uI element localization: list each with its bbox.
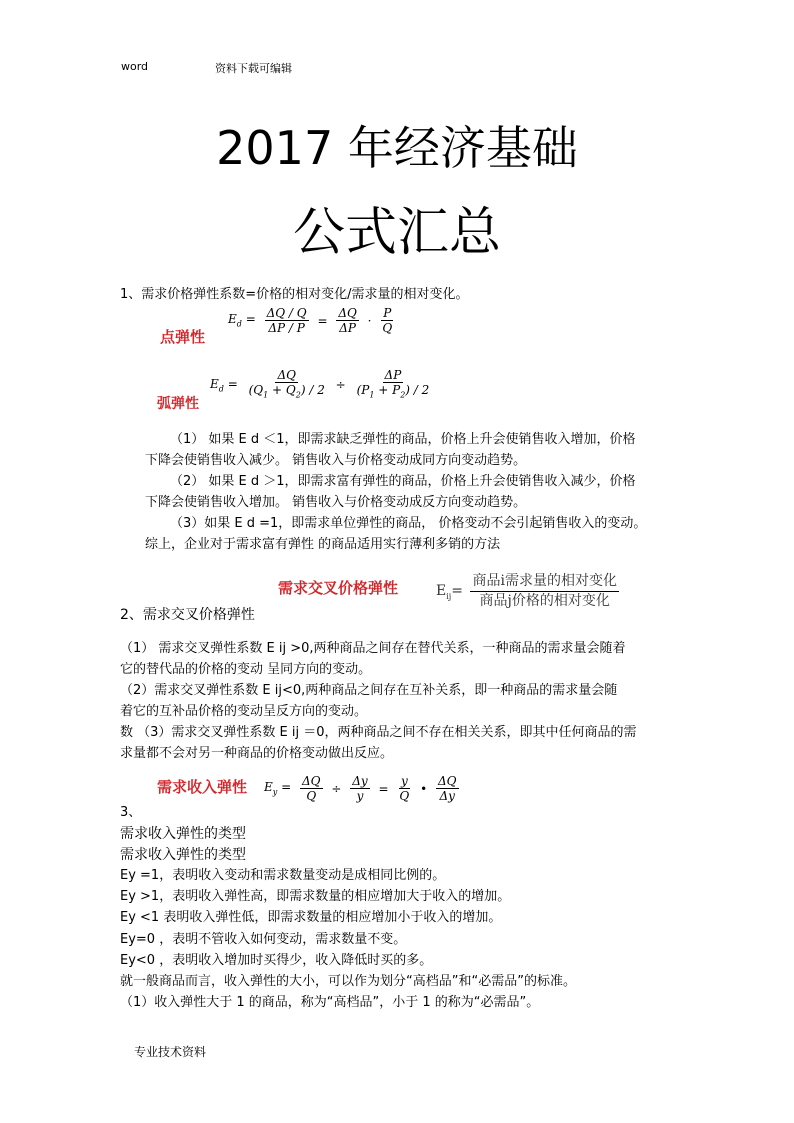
s2-para1-line1: （1） 需求交叉弹性系数 E ij >0,两种商品之间存在替代关系，一种商品的需求量会随着 [120, 641, 626, 656]
s2-para2-line2: 着它的互补品价格的变动呈反方向的变动。 [120, 704, 368, 719]
s3-line5: Ey<0 ，表明收入增加时买得少，收入降低时买的多。 [120, 953, 433, 968]
footer-note: 专业技术资料 [134, 1045, 207, 1059]
s1-para2-line2: 下降会使销售收入增加。 销售收入与价格变动成反方向变动趋势。 [145, 495, 527, 510]
s2-para3-line2: 求量都不会对另一种商品的价格变动做出反应。 [120, 746, 394, 761]
cross-elasticity-formula: $E_{ij}=$ $\frac{\text{商品i需求量的相对变化}}{\text{商品j价格的相对变化}}$ [436, 573, 617, 609]
header-editable-note: 资料下载可编辑 [215, 62, 292, 75]
s1-para1-line2: 下降会使销售收入减少。 销售收入与价格变动成同方向变动趋势。 [145, 453, 527, 468]
section2-heading: 2、需求交叉价格弹性 [120, 607, 255, 623]
s3-line2: Ey >1，表明收入弹性高，即需求数量的相应增加大于收入的增加。 [120, 889, 511, 904]
section3-heading: 3、 [120, 805, 142, 820]
s2-para2-line1: （2）需求交叉弹性系数 E ij<0,两种商品之间存在互补关系，即一种商品的需求量会随 [120, 683, 618, 698]
s2-para1-line2: 它的替代品的价格的变动 呈同方向的变动。 [120, 662, 372, 677]
page-title-line2: 公式汇总 [292, 203, 501, 263]
arc-elasticity-label: 弧弹性 [157, 396, 199, 412]
section1-heading: 1、需求价格弹性系数=价格的相对变化/需求量的相对变化。 [120, 287, 469, 302]
s3-type-title-2: 需求收入弹性的类型 [120, 847, 246, 863]
s1-summary: 综上，企业对于需求富有弹性 的商品适用实行薄利多销的方法 [145, 537, 501, 552]
s3-type-title-1: 需求收入弹性的类型 [120, 826, 246, 842]
s1-para3: （3）如果 E d =1，即需求单位弹性的商品， 价格变动不会引起销售收入的变动。 [170, 516, 647, 531]
s3-line7: （1）收入弹性大于 1 的商品，称为“高档品”，小于 1 的称为“必需品”。 [120, 995, 540, 1010]
s3-line6: 就一般商品而言，收入弹性的大小，可以作为划分“高档品”和“必需品”的标准。 [120, 974, 576, 989]
page-title-line1: 2017 年经济基础 [216, 121, 578, 175]
point-elasticity-formula: $E_d$ = $\frac{\Delta Q / Q}{\Delta P / P}$ = $\frac{\Delta Q}{\Delta P}$ · $\frac{P}{Q}$ [228, 306, 393, 335]
point-elasticity-label: 点弹性 [160, 328, 206, 346]
income-elasticity-formula: $E_y$ = $\frac{\Delta Q}{Q}$ ÷ $\frac{\Delta y}{y}$ = $\frac{y}{Q}$ • $\frac{\Delta Q}{\Delta y}$ [264, 774, 457, 803]
s3-line1: Ey =1，表明收入变动和需求数量变动是成相同比例的。 [120, 868, 446, 883]
cross-formula-numerator: 商品i需求量的相对变化 [470, 572, 618, 592]
s1-para1-line1: （1） 如果 E d ＜1，即需求缺乏弹性的商品，价格上升会使销售收入增加，价格 [170, 432, 636, 447]
header-word: word [121, 60, 149, 73]
income-elasticity-label: 需求收入弹性 [157, 778, 248, 796]
s3-line4: Ey=0 ，表明不管收入如何变动，需求数量不变。 [120, 932, 407, 947]
cross-elasticity-label: 需求交叉价格弹性 [278, 579, 399, 597]
s1-para2-line1: （2） 如果 E d ＞1，即需求富有弹性的商品，价格上升会使销售收入减少，价格 [170, 474, 636, 489]
cross-formula-denominator: 商品j价格的相对变化 [479, 593, 610, 609]
s3-line3: Ey <1 表明收入弹性低，即需求数量的相应增加小于收入的增加。 [120, 910, 502, 925]
s2-para3-line1: 数 （3）需求交叉弹性系数 E ij ＝0，两种商品之间不存在相关关系，即其中任何商品的需 [120, 725, 637, 740]
arc-elasticity-formula: $E_d$ = $\frac{\Delta Q}{(Q_1 + Q_2) / 2}$ ÷ $\frac{\Delta P}{(P_1 + P_2) / 2}$ [210, 368, 430, 400]
